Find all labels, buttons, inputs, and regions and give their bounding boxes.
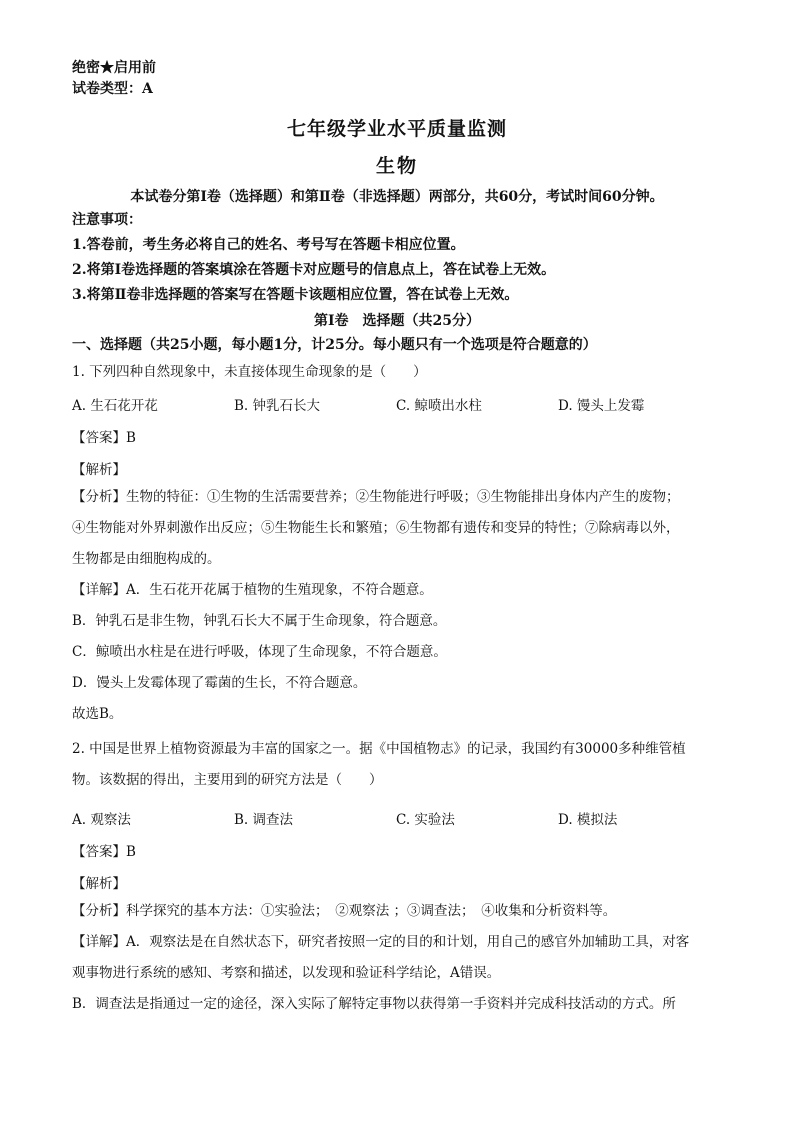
subject-title: 生物 bbox=[375, 155, 418, 177]
question-2-stem-line: 物。该数据的得出，主要用到的研究方法是（ ） bbox=[72, 772, 383, 788]
detail-line: D．馒头上发霉体现了霉菌的生长，不符合题意。 bbox=[72, 675, 367, 691]
option-c: C. 鲸喷出水柱 bbox=[396, 398, 482, 414]
question-2-analysis-label: 【解析】 bbox=[72, 876, 126, 892]
question-2-answer: 【答案】B bbox=[72, 844, 136, 860]
notes-heading: 注意事项： bbox=[72, 212, 142, 228]
question-2-options bbox=[72, 808, 722, 828]
detail-line: C．鲸喷出水柱是在进行呼吸，体现了生命现象，不符合题意。 bbox=[72, 644, 447, 660]
notes-block bbox=[72, 210, 722, 306]
option-a: A. 观察法 bbox=[72, 812, 131, 828]
analysis-line: 生物都是由细胞构成的。 bbox=[72, 551, 221, 567]
option-d: D. 馒头上发霉 bbox=[558, 398, 645, 414]
option-b: B. 调查法 bbox=[234, 812, 294, 828]
exam-page bbox=[72, 58, 722, 1020]
detail-line: 【详解】A．生石花开花属于植物的生殖现象，不符合题意。 bbox=[72, 582, 433, 598]
detail-line: 【详解】A．观察法是在自然状态下，研究者按照一定的目的和计划，用自己的感官外加辅助工具，对客 bbox=[72, 934, 690, 950]
analysis-line: 【分析】生物的特征：①生物的生活需要营养；②生物能进行呼吸；③生物能排出身体内产生的废物； bbox=[72, 489, 680, 505]
detail-line: 观事物进行系统的感知、考察和描述，以发现和验证科学结论，A错误。 bbox=[72, 965, 501, 981]
notes-item: 2.将第Ⅰ卷选择题的答案填涂在答题卡对应题号的信息点上，答在试卷上无效。 bbox=[72, 262, 556, 278]
option-b: B. 钟乳石长大 bbox=[234, 398, 321, 414]
option-a: A. 生石花开花 bbox=[72, 398, 158, 414]
detail-line: B．钟乳石是非生物，钟乳石长大不属于生命现象，符合题意。 bbox=[72, 613, 447, 629]
question-2-stem-line: 2. 中国是世界上植物资源最为丰富的国家之一。据《中国植物志》的记录，我国约有30000多种维管植 bbox=[72, 741, 686, 757]
notes-item: 3.将第Ⅱ卷非选择题的答案写在答题卡该题相应位置，答在试卷上无效。 bbox=[72, 287, 519, 303]
exam-intro: 本试卷分第Ⅰ卷（选择题）和第Ⅱ卷（非选择题）两部分，共60分，考试时间60分钟。 bbox=[130, 189, 664, 205]
option-c: C. 实验法 bbox=[396, 812, 455, 828]
paper-type-label: 试卷类型：A bbox=[72, 81, 153, 97]
question-1-stem: 1. 下列四种自然现象中，未直接体现生命现象的是（ ） bbox=[72, 364, 427, 380]
section-one-heading: 一、选择题（共25小题，每小题1分，计25分。每小题只有一个选项是符合题意的） bbox=[72, 337, 597, 353]
question-1-answer: 【答案】B bbox=[72, 430, 136, 446]
notes-item: 1.答卷前，考生务必将自己的姓名、考号写在答题卡相应位置。 bbox=[72, 237, 465, 253]
secret-label: 绝密★启用前 bbox=[72, 60, 156, 76]
conclusion-line: 故选B。 bbox=[72, 706, 123, 722]
exam-title: 七年级学业水平质量监测 bbox=[286, 118, 507, 140]
analysis-line: ④生物能对外界刺激作出反应；⑤生物能生长和繁殖；⑥生物都有遗传和变异的特性；⑦除病毒以外， bbox=[72, 520, 680, 536]
option-d: D. 模拟法 bbox=[558, 812, 618, 828]
question-1-options bbox=[72, 394, 722, 414]
part-one-heading: 第Ⅰ卷 选择题（共25分） bbox=[313, 313, 481, 329]
question-1-analysis-label: 【解析】 bbox=[72, 462, 126, 478]
analysis-line: 【分析】科学探究的基本方法：①实验法； ②观察法 ；③调查法； ④收集和分析资料等。 bbox=[72, 903, 617, 919]
detail-line: B．调查法是指通过一定的途径，深入实际了解特定事物以获得第一手资料并完成科技活动的方式。所 bbox=[72, 996, 676, 1012]
